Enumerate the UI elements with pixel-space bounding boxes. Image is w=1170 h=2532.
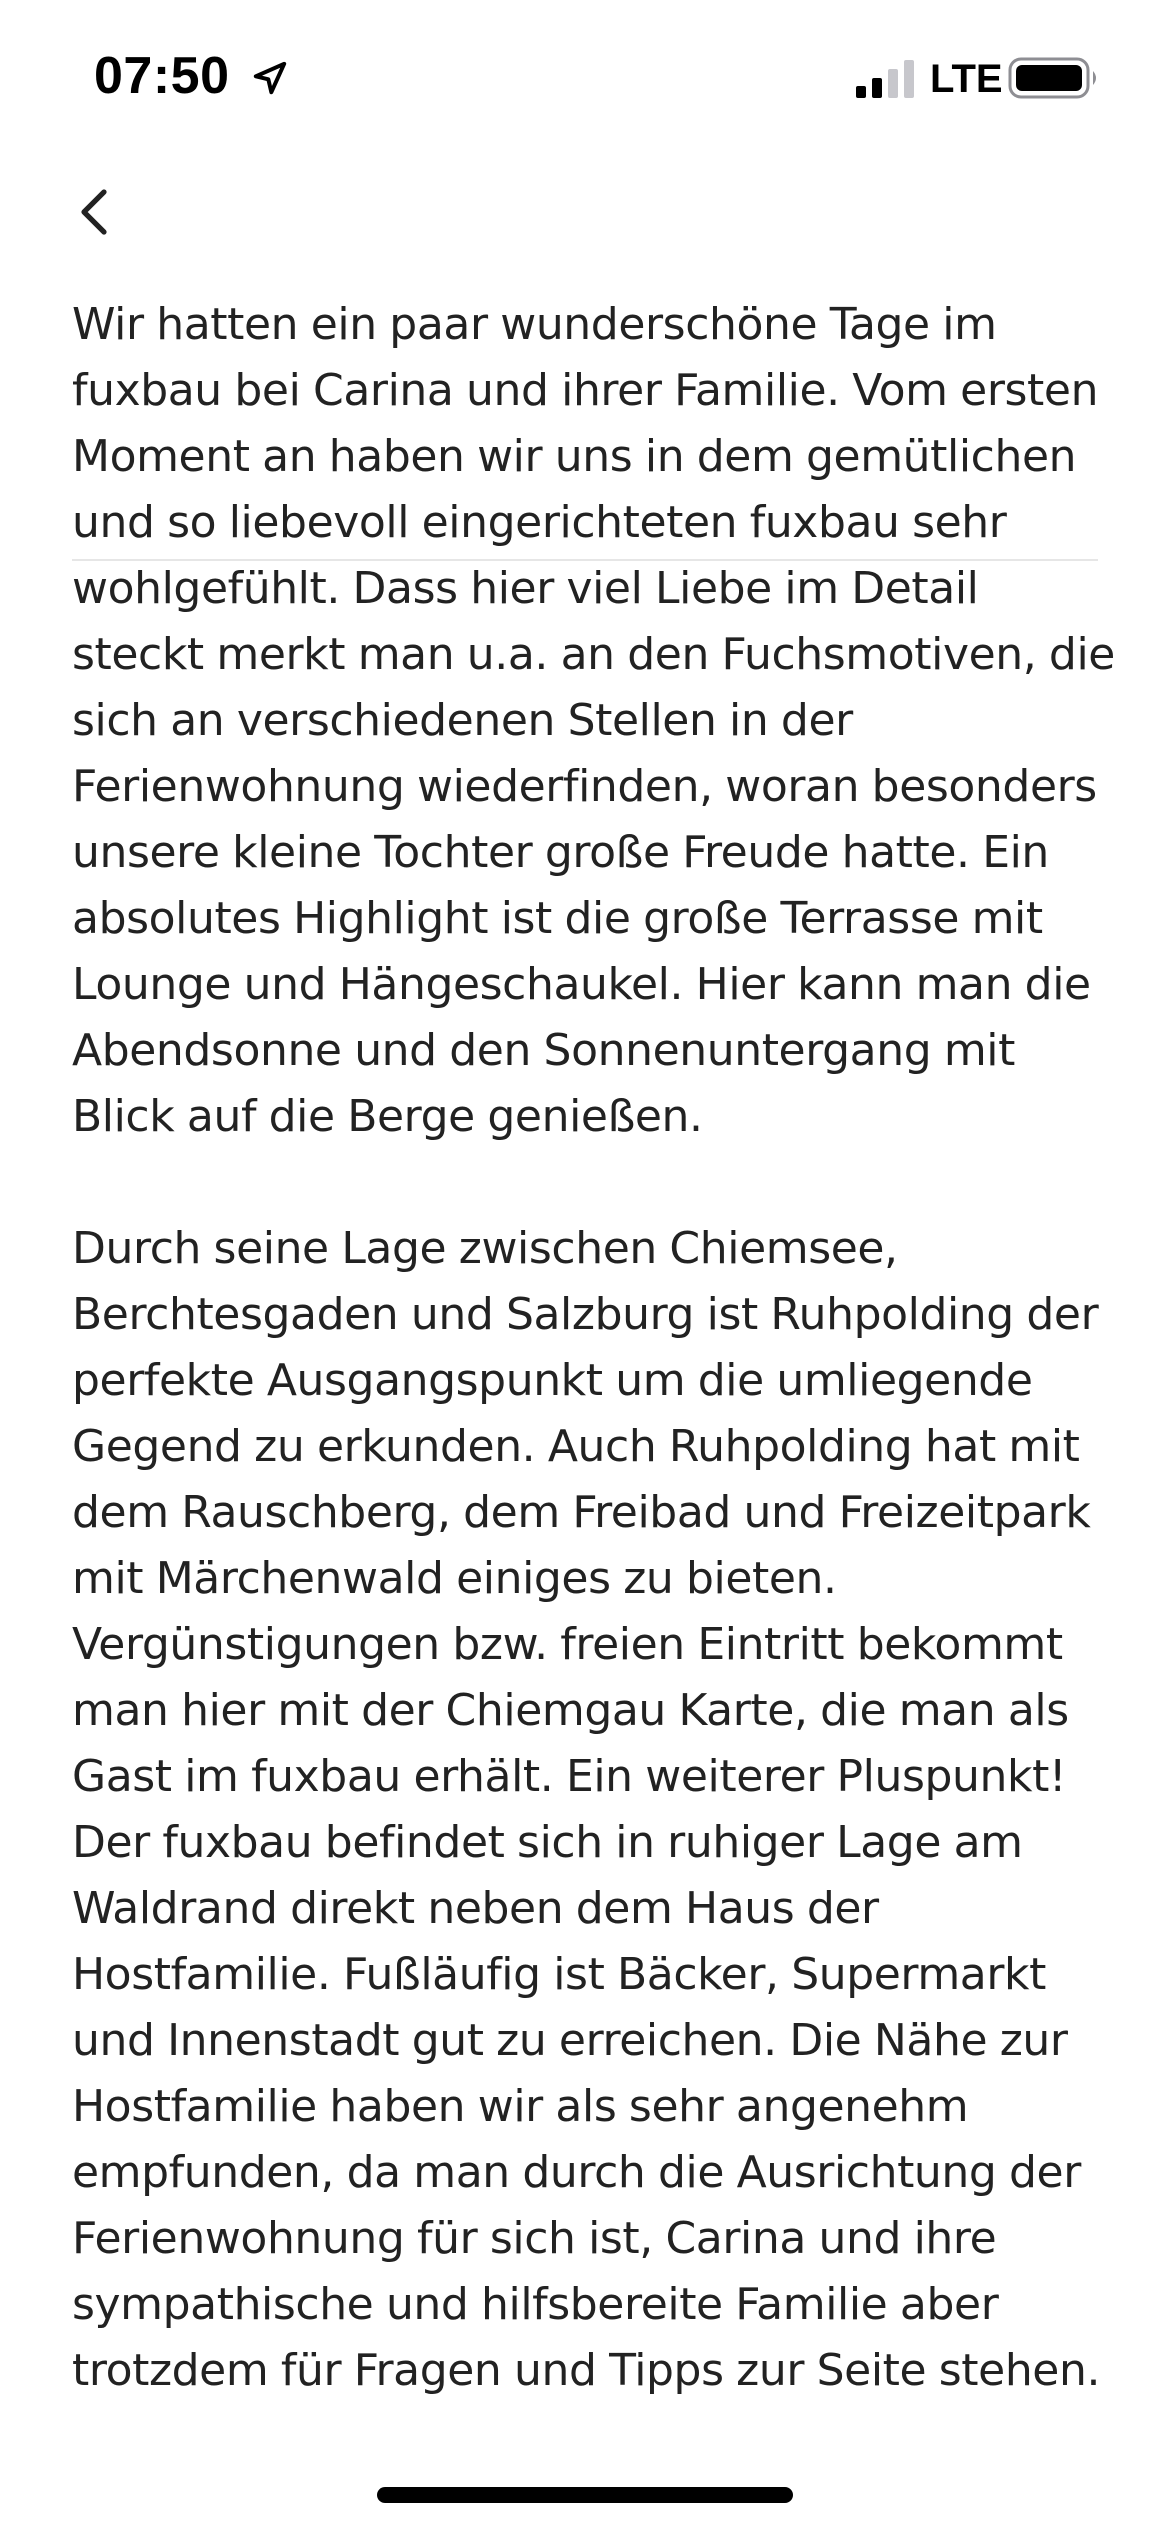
location-arrow-icon [250,58,290,98]
status-time: 07:50 [94,47,230,105]
review-paragraph-1: Wir hatten ein paar wunderschöne Tage im fuxbau bei Carina und ihrer Familie. Vom ersten Moment an haben wir uns in dem gemütlichen und so liebevoll eingerichteten fuxbau sehr wohlgefühlt. Dass hier viel Liebe im Detail steckt merkt man u.a. an den Fuchsmotiven, die sich an verschiedenen Stellen in der Ferienwohnung wiederfinden, woran besonders unsere kleine Tochter große Freude hatte. Ein absolutes Highlight ist die große Terrasse mit Lounge und Hängeschaukel. Hier kann man die Abendsonne und den Sonnenuntergang mit Blick auf die Berge genießen. [72,299,1115,1142]
review-paragraph-2: Durch seine Lage zwischen Chiemsee, Berchtesgaden und Salzburg ist Ruhpolding der perfekte Ausgangspunkt um die umliegende Gegend zu erkunden. Auch Ruhpolding hat mit dem Rauschberg, dem Freibad und Freizeitpark mit Märchenwald einiges zu bieten. Vergünstigungen bzw. freien Eintritt bekommt man hier mit der Chiemgau Karte, die man als Gast im fuxbau erhält. Ein weiterer Pluspunkt! Der fuxbau befindet sich in ruhiger Lage am Waldrand direkt neben dem Haus der Hostfamilie. Fußläufig ist Bäcker, Supermarkt und Innenstadt gut zu erreichen. Die Nähe zur Hostfamilie haben wir als sehr angenehm empfunden, da man durch die Ausrichtung der Ferienwohnung für sich ist, Carina und ihre sympathische und hilfsbereite Familie aber trotzdem für Fragen und Tipps zur Seite stehen. [72,1223,1101,2396]
status-bar [0,0,1170,150]
back-button[interactable] [66,182,126,242]
home-indicator[interactable] [377,2487,793,2503]
network-type-label: LTE [930,57,1003,101]
cellular-signal-icon [856,60,916,98]
battery-icon [1008,56,1100,100]
chevron-left-icon [76,188,116,236]
review-text [72,292,1122,2404]
